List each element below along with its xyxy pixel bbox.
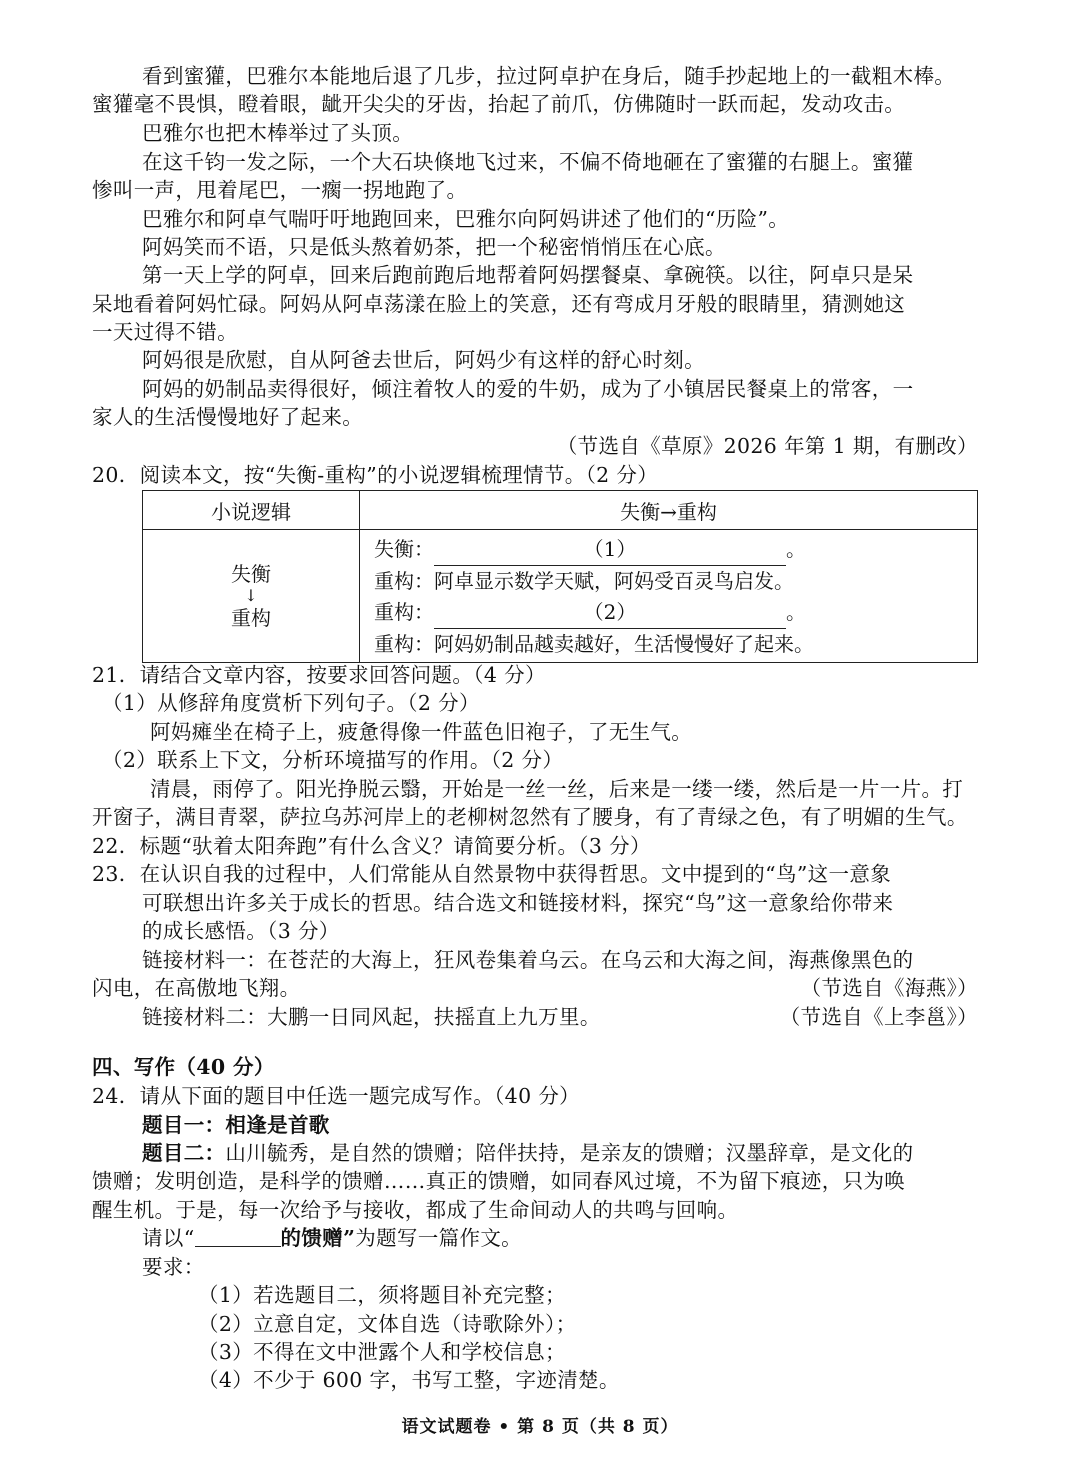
material-2-source: （节选自《上李邕》） [779, 1005, 978, 1029]
answer-blank-1[interactable]: （1） [434, 534, 786, 566]
passage-line: 阿妈很是欣慰，自从阿爸去世后，阿妈少有这样的舒心时刻。 [142, 348, 705, 372]
writing-prompt [142, 1224, 978, 1252]
passage-line: 看到蜜獾，巴雅尔本能地后退了几步，拉过阿卓护在身后，随手抄起地上的一截粗木棒。 [142, 64, 956, 88]
question-24-stem: 24．请从下面的题目中任选一题完成写作。（40 分） [92, 1084, 581, 1108]
material-1: 闪电，在高傲地飞翔。 [92, 976, 301, 1000]
passage-line: 巴雅尔也把木棒举过了头顶。 [142, 121, 414, 145]
logic-cell [143, 530, 360, 663]
question-23-stem: 23．在认识自我的过程中，人们常能从自然景物中获得哲思。文中提到的“鸟”这一意象 [92, 862, 892, 886]
prompt-title: 的馈赠” [280, 1226, 356, 1250]
reconstruct-label: 重构 [231, 606, 271, 630]
requirement-item: （3）不得在文中泄露个人和学校信息； [198, 1340, 566, 1364]
passage-line: 一天过得不错。 [92, 320, 238, 344]
flow-row-3 [374, 597, 977, 629]
passage-line: 呆地看着阿妈忙碌。阿妈从阿卓荡漾在脸上的笑意，还有弯成月牙般的眼睛里，猜测她这 [92, 292, 906, 316]
topic-2-label: 题目二： [142, 1141, 226, 1165]
flow-cell [360, 530, 978, 663]
topic-2-text: 馈赠；发明创造，是科学的馈赠……真正的馈赠，如同春风过境，不为留下痕迹，只为唤 [92, 1169, 906, 1193]
question-20-stem: 20．阅读本文，按“失衡-重构”的小说逻辑梳理情节。（2 分） [92, 463, 659, 487]
flow-row-4: 重构：阿妈奶制品越卖越好，生活慢慢好了起来。 [374, 632, 814, 656]
material-1: 链接材料一：在苍茫的大海上，狂风卷集着乌云。在乌云和大海之间，海燕像黑色的 [142, 948, 914, 972]
table-header-logic: 小说逻辑 [143, 491, 360, 530]
material-1-source: （节选自《海燕》） [800, 976, 978, 1000]
question-21-sub-2: （2）联系上下文，分析环境描写的作用。（2 分） [102, 748, 564, 772]
requirement-item: （2）立意自定，文体自选（诗歌除外）； [198, 1312, 577, 1336]
passage-line: 家人的生活慢慢地好了起来。 [92, 405, 364, 429]
prompt-suffix: 为题写一篇作文。 [355, 1226, 523, 1250]
topic-2-text: 山川毓秀，是自然的馈赠；陪伴扶持，是亲友的馈赠；汉墨辞章，是文化的 [225, 1141, 914, 1165]
prompt-prefix: 请以“ [142, 1226, 195, 1250]
passage-line: 阿妈笑而不语，只是低头熬着奶茶，把一个秘密悄悄压在心底。 [142, 235, 726, 259]
requirement-item: （4）不少于 600 字，书写工整，字迹清楚。 [198, 1368, 620, 1392]
plot-logic-table [142, 490, 978, 663]
topic-2-text: 醒生机。于是，每一次给予与接收，都成了生命间动人的共鸣与回响。 [92, 1198, 739, 1222]
question-21-excerpt: 开窗子，满目青翠，萨拉乌苏河岸上的老柳树忽然有了腰身，有了青绿之色，有了明媚的生气。 [92, 805, 968, 829]
writing-section-title: 四、写作（40 分） [92, 1055, 275, 1079]
flow-row-label: 失衡： [374, 537, 434, 561]
material-2: 链接材料二：大鹏一日同风起，扶摇直上九万里。 [142, 1005, 601, 1029]
page-footer: 语文试题卷 • 第 8 页（共 8 页） [401, 1417, 679, 1437]
table-header-flow: 失衡→重构 [360, 491, 978, 530]
flow-row-end: 。 [786, 600, 806, 624]
flow-row-2: 重构：阿卓显示数学天赋，阿妈受百灵鸟启发。 [374, 569, 794, 593]
passage-line: 第一天上学的阿卓，回来后跑前跑后地帮着阿妈摆餐桌、拿碗筷。以往，阿卓只是呆 [142, 263, 914, 287]
requirement-item: （1）若选题目二，须将题目补充完整； [198, 1283, 566, 1307]
answer-blank-2[interactable]: （2） [434, 597, 786, 629]
question-23-stem: 可联想出许多关于成长的哲思。结合选文和链接材料，探究“鸟”这一意象给你带来 [142, 891, 894, 915]
topic-2 [142, 1139, 978, 1167]
question-21-excerpt: 清晨，雨停了。阳光挣脱云翳，开始是一丝一丝，后来是一缕一缕，然后是一片一片。打 [150, 777, 964, 801]
passage-line: 惨叫一声，甩着尾巴，一瘸一拐地跑了。 [92, 178, 468, 202]
passage-line: 在这千钧一发之际，一个大石块倏地飞过来，不偏不倚地砸在了蜜獾的右腿上。蜜獾 [142, 150, 914, 174]
question-21-sub-1: （1）从修辞角度赏析下列句子。（2 分） [102, 691, 480, 715]
passage-line: 阿妈的奶制品卖得很好，倾注着牧人的爱的牛奶，成为了小镇居民餐桌上的常客，一 [142, 377, 914, 401]
question-21-sentence: 阿妈瘫坐在椅子上，疲惫得像一件蓝色旧袍子，了无生气。 [150, 720, 693, 744]
question-23-stem: 的成长感悟。（3 分） [142, 919, 340, 943]
down-arrow-icon: ↓ [244, 586, 258, 605]
title-blank[interactable] [195, 1224, 281, 1247]
topic-1: 题目一：相逢是首歌 [142, 1113, 330, 1137]
flow-row-end: 。 [786, 537, 806, 561]
passage-line: 巴雅尔和阿卓气喘吁吁地跑回来，巴雅尔向阿妈讲述了他们的“历险”。 [142, 207, 790, 231]
question-22-stem: 22．标题“驮着太阳奔跑”有什么含义？请简要分析。（3 分） [92, 834, 651, 858]
question-21-stem: 21．请结合文章内容，按要求回答问题。（4 分） [92, 663, 546, 687]
imbalance-label: 失衡 [231, 562, 271, 586]
flow-row-1 [374, 534, 977, 566]
passage-line: 蜜獾毫不畏惧，瞪着眼，龇开尖尖的牙齿，抬起了前爪，仿佛随时一跃而起，发动攻击。 [92, 92, 906, 116]
flow-row-label: 重构： [374, 600, 434, 624]
requirements-label: 要求： [142, 1255, 205, 1279]
passage-source: （节选自《草原》2026 年第 1 期，有删改） [556, 434, 978, 458]
